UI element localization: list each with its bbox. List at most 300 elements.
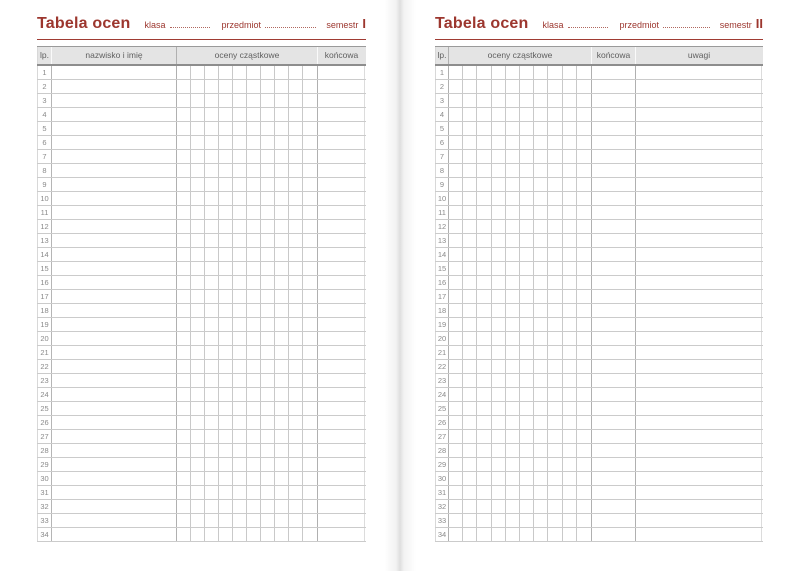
grade-cell bbox=[205, 388, 219, 401]
row-number-cell: 17 bbox=[435, 290, 449, 303]
grade-cell bbox=[247, 402, 261, 415]
name-cell bbox=[52, 290, 177, 303]
grade-cell bbox=[191, 66, 205, 79]
grade-cell bbox=[563, 360, 577, 373]
grade-cell bbox=[205, 66, 219, 79]
grade-cell bbox=[191, 80, 205, 93]
klasa-label: klasa bbox=[542, 20, 564, 30]
final-grade-cell bbox=[592, 416, 636, 429]
final-grade-cell bbox=[318, 514, 365, 527]
grade-cell bbox=[247, 472, 261, 485]
grade-cell bbox=[233, 206, 247, 219]
grade-cell bbox=[577, 94, 591, 107]
grade-cell bbox=[449, 178, 463, 191]
table-row bbox=[435, 500, 763, 514]
grade-cells bbox=[176, 192, 318, 205]
grade-cell bbox=[520, 402, 534, 415]
final-grade-cell bbox=[318, 178, 365, 191]
grade-cell bbox=[577, 402, 591, 415]
grade-cell bbox=[534, 360, 548, 373]
grade-cells bbox=[448, 248, 592, 261]
row-number-cell: 20 bbox=[435, 332, 449, 345]
row-number-cell: 31 bbox=[435, 486, 449, 499]
grade-cell bbox=[506, 178, 520, 191]
grade-cell bbox=[205, 220, 219, 233]
grade-cell bbox=[563, 136, 577, 149]
table-row bbox=[435, 164, 763, 178]
grade-cell bbox=[177, 444, 191, 457]
row-number-cell: 34 bbox=[435, 528, 449, 541]
table-row bbox=[37, 276, 366, 290]
row-number-cell: 10 bbox=[435, 192, 449, 205]
grade-cell bbox=[219, 66, 233, 79]
final-grade-cell bbox=[318, 150, 365, 163]
grade-cell bbox=[577, 430, 591, 443]
row-number-cell: 12 bbox=[435, 220, 449, 233]
grade-cell bbox=[506, 94, 520, 107]
grade-cell bbox=[563, 402, 577, 415]
uwagi-cell bbox=[636, 346, 762, 359]
grade-cells bbox=[448, 178, 592, 191]
grade-cells bbox=[176, 290, 318, 303]
grade-cell bbox=[177, 416, 191, 429]
grade-cell bbox=[492, 290, 506, 303]
header-uwagi: uwagi bbox=[687, 50, 711, 60]
grade-cell bbox=[233, 416, 247, 429]
grade-cell bbox=[534, 178, 548, 191]
grade-cell bbox=[275, 346, 289, 359]
grade-cells bbox=[448, 150, 592, 163]
grade-cell bbox=[449, 332, 463, 345]
grade-cells bbox=[448, 80, 592, 93]
grade-cell bbox=[477, 122, 491, 135]
grade-cell bbox=[261, 262, 275, 275]
final-grade-cell bbox=[592, 360, 636, 373]
uwagi-cell bbox=[636, 444, 762, 457]
grade-cell bbox=[477, 388, 491, 401]
grade-cell bbox=[247, 122, 261, 135]
grade-cell bbox=[477, 360, 491, 373]
row-number-cell: 5 bbox=[37, 122, 52, 135]
header-final: końcowa bbox=[324, 50, 359, 60]
grade-cells bbox=[176, 234, 318, 247]
name-cell bbox=[52, 458, 177, 471]
grade-cells bbox=[448, 332, 592, 345]
grade-cell bbox=[233, 220, 247, 233]
row-number-cell: 27 bbox=[37, 430, 52, 443]
grade-cell bbox=[191, 164, 205, 177]
grade-cell bbox=[449, 80, 463, 93]
grade-cell bbox=[506, 360, 520, 373]
grade-cell bbox=[261, 80, 275, 93]
grade-cell bbox=[548, 430, 562, 443]
grade-cell bbox=[261, 332, 275, 345]
final-grade-cell bbox=[318, 192, 365, 205]
grade-cell bbox=[233, 402, 247, 415]
grade-cell bbox=[289, 220, 303, 233]
grade-cell bbox=[492, 220, 506, 233]
grade-cell bbox=[219, 206, 233, 219]
name-cell bbox=[52, 248, 177, 261]
grade-cell bbox=[492, 136, 506, 149]
table-row bbox=[435, 360, 763, 374]
grade-cell bbox=[177, 150, 191, 163]
grade-cells bbox=[448, 500, 592, 513]
row-number-cell: 3 bbox=[435, 94, 449, 107]
final-grade-cell bbox=[318, 332, 365, 345]
grade-cell bbox=[477, 150, 491, 163]
grade-cell bbox=[191, 192, 205, 205]
grade-cell bbox=[247, 458, 261, 471]
grade-cells bbox=[448, 528, 592, 541]
grade-cells bbox=[448, 164, 592, 177]
grade-cell bbox=[520, 346, 534, 359]
grade-cell bbox=[177, 290, 191, 303]
grade-cell bbox=[191, 262, 205, 275]
grade-cell bbox=[247, 528, 261, 541]
grade-cell bbox=[506, 444, 520, 457]
grade-cell bbox=[289, 206, 303, 219]
grade-cell bbox=[247, 262, 261, 275]
grade-cell bbox=[191, 318, 205, 331]
grade-cell bbox=[261, 220, 275, 233]
grade-cell bbox=[303, 514, 317, 527]
final-grade-cell bbox=[318, 248, 365, 261]
grade-cell bbox=[548, 150, 562, 163]
grade-cell bbox=[303, 304, 317, 317]
grade-cell bbox=[191, 150, 205, 163]
grade-cell bbox=[463, 290, 477, 303]
grade-cell bbox=[463, 248, 477, 261]
table-row bbox=[37, 500, 366, 514]
row-number-cell: 11 bbox=[37, 206, 52, 219]
grade-cell bbox=[577, 164, 591, 177]
page-semester-2 bbox=[400, 0, 800, 571]
grade-cell bbox=[534, 304, 548, 317]
final-grade-cell bbox=[592, 136, 636, 149]
grade-cell bbox=[577, 444, 591, 457]
grade-cell bbox=[449, 234, 463, 247]
uwagi-cell bbox=[636, 122, 762, 135]
name-cell bbox=[52, 234, 177, 247]
grade-cell bbox=[261, 304, 275, 317]
grade-cell bbox=[449, 346, 463, 359]
grade-cell bbox=[177, 136, 191, 149]
grade-cell bbox=[275, 80, 289, 93]
grade-cell bbox=[219, 262, 233, 275]
grade-cell bbox=[563, 262, 577, 275]
uwagi-cell bbox=[636, 234, 762, 247]
grade-cell bbox=[506, 486, 520, 499]
grade-cell bbox=[219, 94, 233, 107]
name-cell bbox=[52, 66, 177, 79]
grade-cell bbox=[261, 136, 275, 149]
grade-cell bbox=[247, 192, 261, 205]
grade-cell bbox=[275, 136, 289, 149]
grade-cell bbox=[261, 430, 275, 443]
grade-cell bbox=[463, 514, 477, 527]
grade-cell bbox=[219, 150, 233, 163]
grade-cell bbox=[247, 346, 261, 359]
grade-cell bbox=[506, 66, 520, 79]
grade-cell bbox=[289, 444, 303, 457]
grade-cell bbox=[205, 108, 219, 121]
grade-cell bbox=[205, 430, 219, 443]
grade-cell bbox=[449, 66, 463, 79]
grade-cell bbox=[177, 486, 191, 499]
page-title: Tabela ocen bbox=[37, 15, 131, 32]
grade-cell bbox=[261, 276, 275, 289]
grade-cell bbox=[577, 66, 591, 79]
grade-cell bbox=[506, 416, 520, 429]
final-grade-cell bbox=[592, 122, 636, 135]
table-row bbox=[37, 234, 366, 248]
uwagi-cell bbox=[636, 472, 762, 485]
uwagi-cell bbox=[636, 402, 762, 415]
grade-cells bbox=[448, 430, 592, 443]
grade-cell bbox=[205, 374, 219, 387]
table-row bbox=[37, 416, 366, 430]
grade-cell bbox=[492, 248, 506, 261]
grade-cell bbox=[289, 234, 303, 247]
final-grade-cell bbox=[318, 304, 365, 317]
grade-cell bbox=[492, 374, 506, 387]
grade-cell bbox=[492, 66, 506, 79]
final-grade-cell bbox=[592, 332, 636, 345]
grade-cell bbox=[303, 360, 317, 373]
grade-cell bbox=[449, 472, 463, 485]
table-row bbox=[435, 374, 763, 388]
grade-cell bbox=[205, 528, 219, 541]
grade-cell bbox=[449, 290, 463, 303]
grade-cell bbox=[191, 360, 205, 373]
uwagi-cell bbox=[636, 458, 762, 471]
grade-cell bbox=[247, 248, 261, 261]
semestr-label: semestr bbox=[326, 20, 359, 30]
grade-cell bbox=[477, 136, 491, 149]
grade-cell bbox=[191, 500, 205, 513]
grade-cells bbox=[448, 388, 592, 401]
grade-cell bbox=[563, 486, 577, 499]
row-number-cell: 28 bbox=[435, 444, 449, 457]
grade-cell bbox=[289, 360, 303, 373]
grade-cell bbox=[492, 472, 506, 485]
name-cell bbox=[52, 206, 177, 219]
row-number-cell: 29 bbox=[435, 458, 449, 471]
grade-cell bbox=[177, 500, 191, 513]
grade-cell bbox=[577, 220, 591, 233]
grade-cell bbox=[303, 248, 317, 261]
grade-cell bbox=[463, 416, 477, 429]
grade-cell bbox=[205, 458, 219, 471]
grade-cell bbox=[492, 80, 506, 93]
grade-cell bbox=[577, 304, 591, 317]
grade-cell bbox=[247, 290, 261, 303]
final-grade-cell bbox=[318, 388, 365, 401]
grade-cell bbox=[563, 220, 577, 233]
final-grade-cell bbox=[318, 346, 365, 359]
uwagi-cell bbox=[636, 262, 762, 275]
grade-cell bbox=[303, 178, 317, 191]
uwagi-cell bbox=[636, 318, 762, 331]
grade-cell bbox=[233, 374, 247, 387]
grade-cell bbox=[520, 472, 534, 485]
grade-cell bbox=[191, 528, 205, 541]
row-number-cell: 19 bbox=[435, 318, 449, 331]
grade-cell bbox=[492, 262, 506, 275]
grade-cell bbox=[275, 500, 289, 513]
grade-cell bbox=[534, 248, 548, 261]
header-rule bbox=[37, 39, 366, 40]
grade-cells bbox=[176, 472, 318, 485]
grade-cell bbox=[261, 150, 275, 163]
grade-cell bbox=[261, 528, 275, 541]
grade-cell bbox=[577, 388, 591, 401]
grade-cell bbox=[303, 94, 317, 107]
grade-cell bbox=[289, 150, 303, 163]
grade-cell bbox=[247, 332, 261, 345]
grade-cell bbox=[177, 206, 191, 219]
grade-cell bbox=[520, 332, 534, 345]
row-number-cell: 14 bbox=[37, 248, 52, 261]
grade-cell bbox=[492, 304, 506, 317]
grade-cell bbox=[477, 346, 491, 359]
grade-cell bbox=[303, 402, 317, 415]
name-cell bbox=[52, 178, 177, 191]
grade-cell bbox=[534, 122, 548, 135]
grade-cells bbox=[448, 206, 592, 219]
row-number-cell: 7 bbox=[435, 150, 449, 163]
grade-cell bbox=[492, 514, 506, 527]
grade-cell bbox=[233, 262, 247, 275]
row-number-cell: 14 bbox=[435, 248, 449, 261]
grade-cell bbox=[233, 318, 247, 331]
final-grade-cell bbox=[318, 360, 365, 373]
grade-cells bbox=[176, 486, 318, 499]
grade-cell bbox=[177, 94, 191, 107]
grade-cell bbox=[548, 248, 562, 261]
grade-cell bbox=[289, 416, 303, 429]
name-cell bbox=[52, 332, 177, 345]
table-header-row bbox=[435, 46, 763, 66]
grade-cell bbox=[548, 220, 562, 233]
grade-cell bbox=[233, 500, 247, 513]
grade-cell bbox=[477, 500, 491, 513]
grade-cell bbox=[463, 94, 477, 107]
table-row bbox=[435, 206, 763, 220]
grade-cell bbox=[563, 458, 577, 471]
grade-cell bbox=[177, 66, 191, 79]
table-row bbox=[435, 416, 763, 430]
grade-cell bbox=[563, 108, 577, 121]
grade-cells bbox=[448, 318, 592, 331]
table-row bbox=[37, 332, 366, 346]
table-row bbox=[435, 108, 763, 122]
grade-cell bbox=[219, 164, 233, 177]
table-row bbox=[435, 304, 763, 318]
grade-cell bbox=[177, 458, 191, 471]
grade-cell bbox=[303, 164, 317, 177]
grade-cell bbox=[261, 486, 275, 499]
grade-cell bbox=[177, 248, 191, 261]
grade-cell bbox=[191, 402, 205, 415]
table-row bbox=[435, 346, 763, 360]
grade-cell bbox=[303, 500, 317, 513]
grade-cell bbox=[449, 276, 463, 289]
przedmiot-dotted-line bbox=[265, 18, 316, 28]
uwagi-cell bbox=[636, 500, 762, 513]
grade-cell bbox=[492, 94, 506, 107]
grade-cell bbox=[563, 472, 577, 485]
grade-cell bbox=[177, 234, 191, 247]
final-grade-cell bbox=[592, 458, 636, 471]
grade-cell bbox=[233, 458, 247, 471]
final-grade-cell bbox=[318, 220, 365, 233]
grade-cell bbox=[463, 346, 477, 359]
final-grade-cell bbox=[592, 444, 636, 457]
grade-cell bbox=[191, 94, 205, 107]
name-cell bbox=[52, 304, 177, 317]
grade-cell bbox=[205, 346, 219, 359]
row-number-cell: 30 bbox=[435, 472, 449, 485]
grade-cell bbox=[191, 234, 205, 247]
row-number-cell: 4 bbox=[37, 108, 52, 121]
row-number-cell: 27 bbox=[435, 430, 449, 443]
grade-cell bbox=[289, 94, 303, 107]
grade-cell bbox=[303, 262, 317, 275]
grade-cell bbox=[303, 122, 317, 135]
grade-cell bbox=[506, 388, 520, 401]
grade-cell bbox=[177, 80, 191, 93]
row-number-cell: 33 bbox=[37, 514, 52, 527]
grade-cell bbox=[219, 332, 233, 345]
row-number-cell: 9 bbox=[435, 178, 449, 191]
final-grade-cell bbox=[592, 318, 636, 331]
grade-cell bbox=[534, 136, 548, 149]
grade-cells bbox=[176, 514, 318, 527]
grade-cell bbox=[219, 108, 233, 121]
table-row bbox=[37, 220, 366, 234]
grade-cell bbox=[219, 276, 233, 289]
grade-cell bbox=[534, 318, 548, 331]
name-cell bbox=[52, 346, 177, 359]
table-row bbox=[435, 178, 763, 192]
grade-cells bbox=[448, 304, 592, 317]
grade-cell bbox=[477, 304, 491, 317]
grade-cell bbox=[177, 388, 191, 401]
grade-cell bbox=[219, 430, 233, 443]
grade-cell bbox=[548, 388, 562, 401]
grade-cell bbox=[520, 66, 534, 79]
grade-cell bbox=[191, 374, 205, 387]
table-row bbox=[37, 248, 366, 262]
grade-cell bbox=[233, 514, 247, 527]
grade-cell bbox=[534, 108, 548, 121]
row-number-cell: 7 bbox=[37, 150, 52, 163]
grade-cell bbox=[191, 486, 205, 499]
table-row bbox=[37, 108, 366, 122]
grade-cell bbox=[247, 178, 261, 191]
table-row bbox=[435, 290, 763, 304]
row-number-cell: 11 bbox=[435, 206, 449, 219]
grade-cell bbox=[191, 472, 205, 485]
table-row bbox=[37, 360, 366, 374]
grade-cell bbox=[577, 192, 591, 205]
final-grade-cell bbox=[318, 94, 365, 107]
table-row bbox=[435, 220, 763, 234]
grade-cell bbox=[506, 220, 520, 233]
grade-cells bbox=[448, 220, 592, 233]
